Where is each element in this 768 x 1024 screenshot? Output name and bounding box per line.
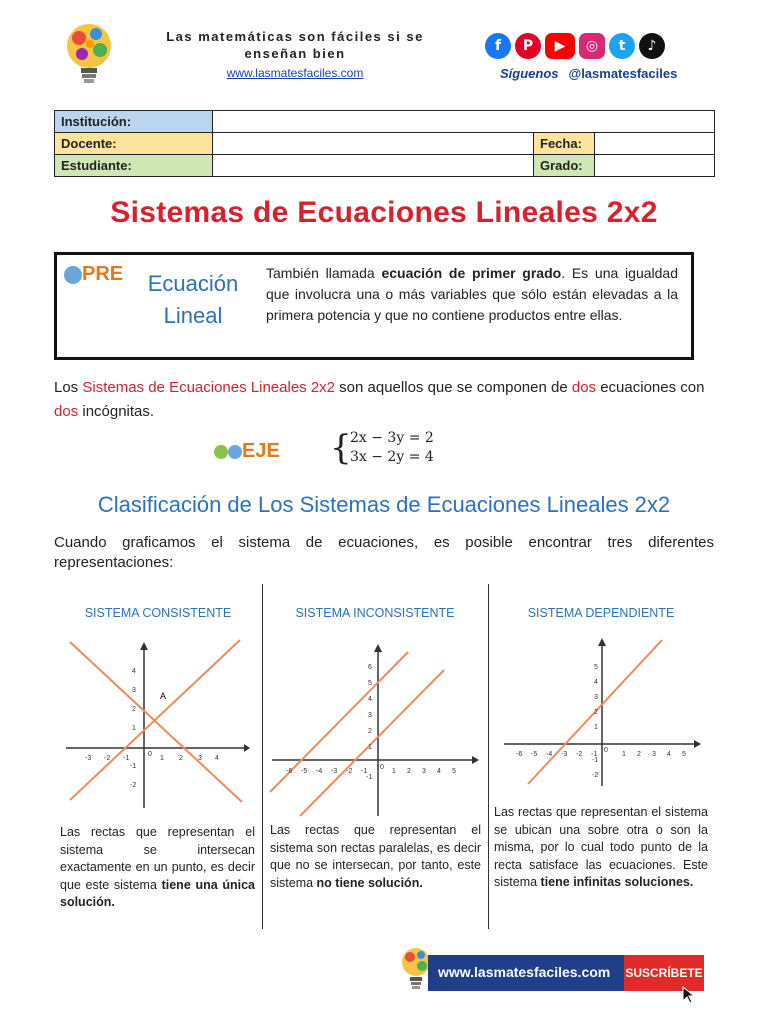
y-tick: 1 xyxy=(368,744,372,751)
y-tick: -2 xyxy=(130,782,137,789)
section-subtitle: Clasificación de Los Sistemas de Ecuaciones Lineales 2x2 xyxy=(97,492,671,517)
x-axis-arrow xyxy=(472,756,479,764)
x-tick: 5 xyxy=(452,768,456,775)
facebook-icon[interactable]: f xyxy=(485,33,511,59)
x-tick: -5 xyxy=(301,768,308,775)
definition-text-rest: . Es una igualdad que involucra una o más variables que sólo están elevadas a la primera potencia y que no contiene productos entre ellas. xyxy=(266,265,678,323)
x-tick: 5 xyxy=(682,751,686,758)
definition-term xyxy=(138,268,248,332)
definition-term-line-1: Ecuación xyxy=(147,271,239,296)
x-tick: 4 xyxy=(215,755,219,762)
intro-text: incógnitas. xyxy=(78,403,155,420)
column-text-consistente xyxy=(60,824,255,912)
y-tick: 4 xyxy=(368,696,372,703)
x-tick: -3 xyxy=(561,751,568,758)
y-tick: -1 xyxy=(592,757,599,764)
y-tick: 2 xyxy=(132,706,136,713)
x-tick: 3 xyxy=(422,768,426,775)
column-text-bold: no tiene solución. xyxy=(316,875,423,890)
tiktok-icon[interactable]: ♪ xyxy=(639,33,665,59)
social-icons xyxy=(485,33,665,59)
x-tick: -5 xyxy=(531,751,538,758)
column-title-inconsistente: SISTEMA INCONSISTENTE xyxy=(295,606,455,620)
y-tick: 1 xyxy=(594,724,598,731)
column-text: Las rectas que representan el sistema son rectas paralelas, es decir que no se intersecan, por tanto, este sistema xyxy=(270,823,481,890)
x-tick: 1 xyxy=(160,755,164,762)
gears-icon xyxy=(214,445,228,459)
column-text-bold: tiene infinitas soluciones. xyxy=(540,875,694,889)
cursor-icon xyxy=(682,986,696,1004)
twitter-icon[interactable]: t xyxy=(609,33,635,59)
y-tick: 4 xyxy=(594,679,598,686)
follow-line xyxy=(500,66,677,81)
estudiante-field[interactable] xyxy=(213,155,534,177)
y-axis-arrow xyxy=(140,642,148,650)
y-tick: -2 xyxy=(592,772,599,779)
column-divider xyxy=(262,584,263,929)
graph-consistente xyxy=(60,636,250,816)
y-tick: 3 xyxy=(368,712,372,719)
y-tick: 3 xyxy=(594,694,598,701)
footer-website[interactable]: www.lasmatesfaciles.com xyxy=(438,964,611,980)
x-tick: 3 xyxy=(652,751,656,758)
x-tick: -1 xyxy=(591,751,598,758)
definition-text xyxy=(266,263,678,326)
column-divider xyxy=(488,584,489,929)
equation-brace: { xyxy=(330,428,352,468)
y-tick-labels xyxy=(592,664,598,779)
column-title-dependiente: SISTEMA DEPENDIENTE xyxy=(527,606,675,620)
tagline-line-1: Las matemáticas son fáciles si se xyxy=(166,29,424,44)
pre-logo-text: PRE xyxy=(82,263,124,285)
x-tick-labels xyxy=(85,751,219,762)
intro-paragraph xyxy=(54,376,718,424)
equation-2: 3x − 2y = 4 xyxy=(350,449,434,465)
fecha-label: Fecha: xyxy=(534,133,595,155)
column-text-dependiente xyxy=(494,804,708,892)
y-tick: 2 xyxy=(594,709,598,716)
fecha-field[interactable] xyxy=(595,133,715,155)
subscribe-button[interactable]: SUSCRÍBETE xyxy=(624,955,704,991)
intro-text: ecuaciones con xyxy=(596,379,705,396)
x-tick: -2 xyxy=(346,768,353,775)
column-text: Las rectas que representan el sistema se ubican una sobre otra o son la misma, por lo cual todo punto de la recta satisface las ecuaciones. Este sistema xyxy=(494,805,708,889)
grado-label: Grado: xyxy=(534,155,595,177)
x-tick: 0 xyxy=(604,747,608,754)
graph-intro: Cuando graficamos el sistema de ecuaciones, es posible encontrar tres diferentes representaciones: xyxy=(54,534,714,571)
x-tick: 2 xyxy=(179,755,183,762)
x-tick: 3 xyxy=(198,755,202,762)
x-tick: -2 xyxy=(104,755,111,762)
x-tick: 0 xyxy=(148,751,152,758)
follow-label: Síguenos xyxy=(500,66,559,81)
tagline xyxy=(150,28,440,62)
pinterest-icon[interactable]: P xyxy=(515,33,541,59)
docente-label: Docente: xyxy=(55,133,213,155)
institucion-field[interactable] xyxy=(213,111,715,133)
intro-highlight: Sistemas de Ecuaciones Lineales 2x2 xyxy=(82,379,336,396)
line-2 xyxy=(300,670,444,816)
x-tick: -6 xyxy=(516,751,523,758)
eje-logo-text: EJE xyxy=(242,440,280,462)
x-tick: 4 xyxy=(667,751,671,758)
intro-highlight: dos xyxy=(571,379,597,396)
x-tick: 2 xyxy=(407,768,411,775)
estudiante-label: Estudiante: xyxy=(55,155,213,177)
institucion-label: Institución: xyxy=(55,111,213,133)
x-tick: -4 xyxy=(546,751,553,758)
y-tick: -1 xyxy=(130,763,137,770)
y-tick-labels xyxy=(366,664,372,781)
y-tick: 3 xyxy=(132,687,136,694)
x-tick: -3 xyxy=(85,755,92,762)
column-title-consistente: SISTEMA CONSISTENTE xyxy=(84,606,232,620)
intro-text: son aquellos que se componen de xyxy=(335,379,572,396)
gears-icon xyxy=(228,445,242,459)
y-tick: 1 xyxy=(132,725,136,732)
y-tick: 2 xyxy=(368,728,372,735)
lightbulb-logo-icon xyxy=(64,22,114,86)
x-tick: -1 xyxy=(123,755,130,762)
youtube-icon[interactable]: ▶ xyxy=(545,33,575,59)
y-tick: 5 xyxy=(594,664,598,671)
instagram-icon[interactable]: ◎ xyxy=(579,33,605,59)
y-tick: 6 xyxy=(368,664,372,671)
column-text-inconsistente xyxy=(270,822,481,892)
intro-highlight: dos xyxy=(54,403,79,420)
x-tick: 1 xyxy=(392,768,396,775)
intersection-point-label: A xyxy=(160,691,167,701)
x-tick: -6 xyxy=(286,768,293,775)
docente-field[interactable] xyxy=(213,133,534,155)
y-axis-arrow xyxy=(598,638,606,646)
definition-text-bold: ecuación de primer grado xyxy=(381,265,562,281)
x-tick: 2 xyxy=(637,751,641,758)
graph-dependiente xyxy=(498,636,710,796)
student-info-table xyxy=(54,110,715,177)
gear-icon xyxy=(64,266,82,284)
definition-term-line-2: Lineal xyxy=(163,303,223,328)
website-link[interactable]: www.lasmatesfaciles.com xyxy=(226,66,364,80)
column-text: Las rectas que representan el sistema se intersecan exactamente en un punto, es decir que este sistema xyxy=(60,825,255,892)
line-1 xyxy=(70,642,242,802)
grado-field[interactable] xyxy=(595,155,715,177)
x-tick: -1 xyxy=(361,768,368,775)
y-tick-labels xyxy=(130,668,136,789)
eje-logo xyxy=(214,440,280,463)
x-axis-arrow xyxy=(244,744,250,752)
x-tick-labels xyxy=(516,747,686,758)
page-title: Sistemas de Ecuaciones Lineales 2x2 xyxy=(110,196,658,229)
x-tick: -2 xyxy=(576,751,583,758)
x-tick: 0 xyxy=(380,764,384,771)
x-tick: 1 xyxy=(622,751,626,758)
example-equations xyxy=(350,429,434,467)
column-text-bold: tiene una única solución. xyxy=(60,877,255,909)
tagline-line-2: enseñan bien xyxy=(244,46,346,61)
y-tick: 5 xyxy=(368,680,372,687)
social-handle[interactable]: @lasmatesfaciles xyxy=(568,66,678,81)
pre-logo xyxy=(64,263,123,286)
y-tick: 4 xyxy=(132,668,136,675)
equation-1: 2x − 3y = 2 xyxy=(350,430,434,446)
intro-text: Los xyxy=(54,379,83,396)
x-axis-arrow xyxy=(694,740,701,748)
x-tick: -4 xyxy=(316,768,323,775)
graph-inconsistente xyxy=(268,640,480,818)
x-tick: 4 xyxy=(437,768,441,775)
x-tick: -3 xyxy=(331,768,338,775)
y-axis-arrow xyxy=(374,644,382,652)
definition-text-part: También llamada xyxy=(266,265,382,281)
y-tick: -1 xyxy=(366,774,373,781)
